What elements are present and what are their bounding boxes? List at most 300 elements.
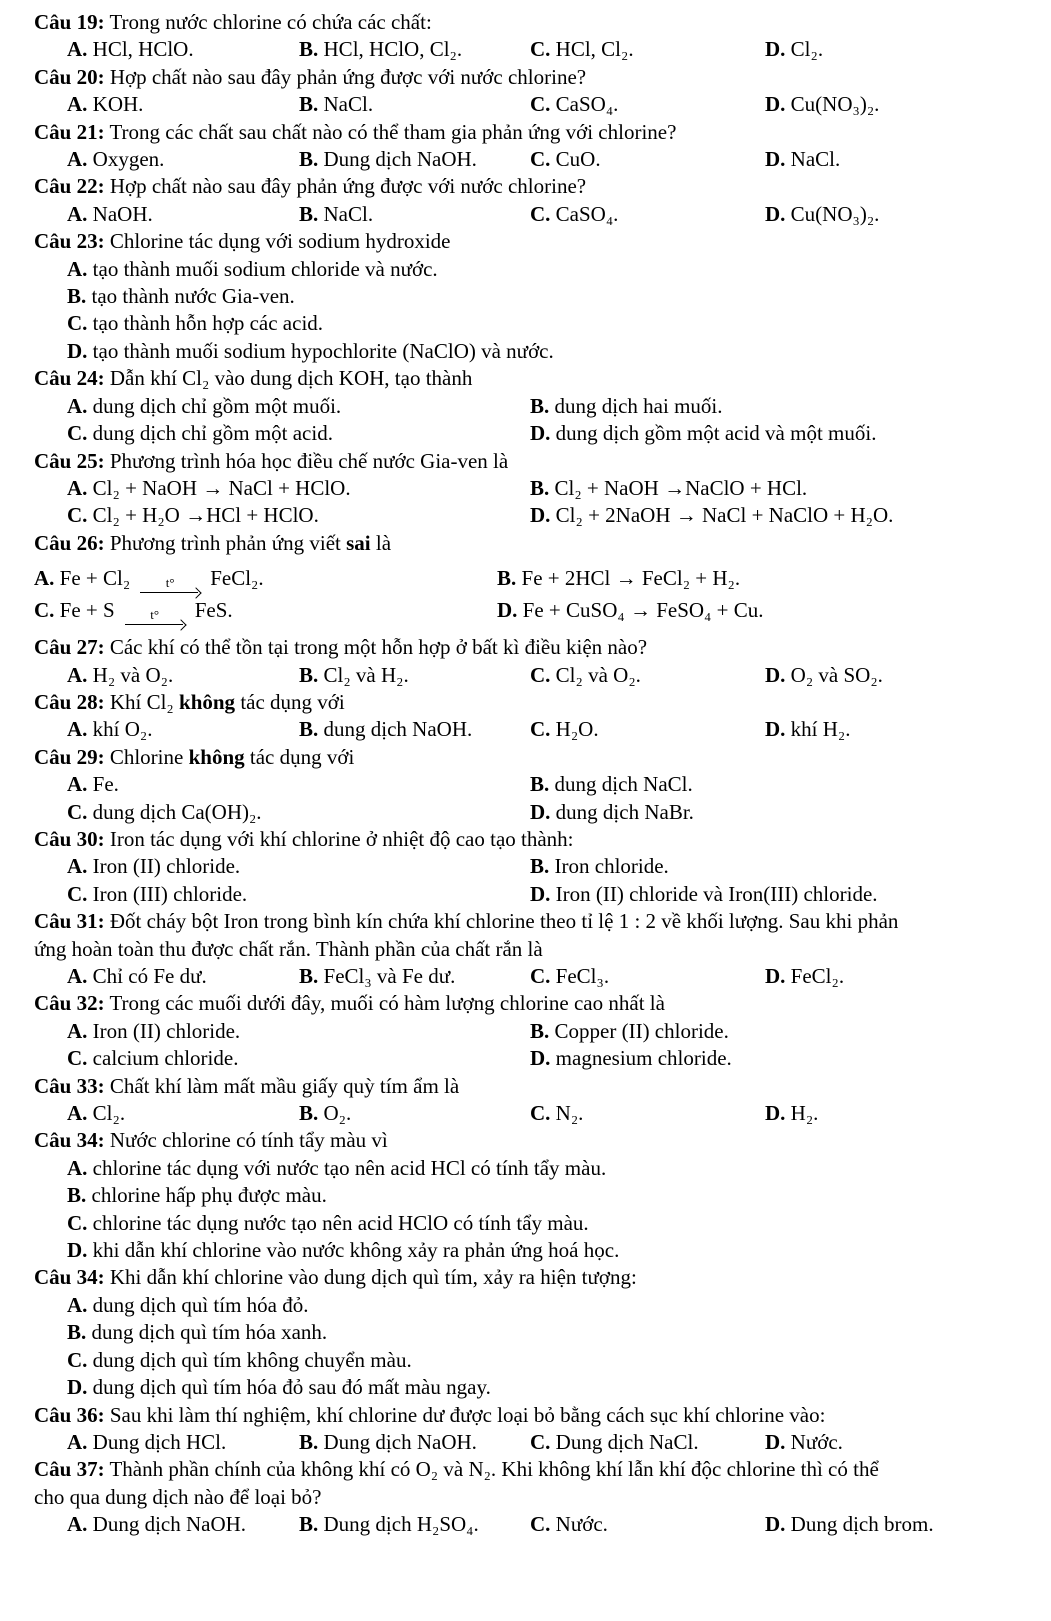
options-row [34, 716, 1029, 743]
option-text: khi dẫn khí chlorine vào nước không xảy ra phản ứng hoá học. [92, 1238, 620, 1263]
option-label: D. [530, 503, 551, 528]
option-a [67, 1155, 1029, 1182]
question-header [34, 9, 1029, 36]
option-c [530, 1511, 765, 1538]
option-d [765, 716, 1029, 743]
option-c [530, 146, 765, 173]
option-a [67, 716, 299, 743]
option-text: HCl, Cl₂. [555, 37, 634, 62]
question-number: Câu 22: [34, 174, 105, 199]
option-text: calcium chloride. [92, 1046, 239, 1071]
option-label: C. [67, 1347, 88, 1372]
question-text: Hợp chất nào sau đây phản ứng được với nước chlorine? [109, 64, 587, 89]
option-label: B. [299, 717, 319, 742]
options-row [34, 201, 1029, 228]
question-number: Câu 20: [34, 64, 105, 89]
question-number: Câu 32: [34, 991, 105, 1016]
option-text: Dung dịch HCl. [92, 1429, 227, 1454]
question-text: Sau khi làm thí nghiệm, khí chlorine dư được loại bỏ bằng cách sục khí chlorine vào: [109, 1402, 826, 1427]
options-row [34, 1018, 1029, 1073]
option-label: C. [530, 1512, 551, 1537]
option-text: tạo thành hỗn hợp các acid. [92, 311, 324, 336]
question-text: Hợp chất nào sau đây phản ứng được với nước chlorine? [109, 174, 587, 199]
option-label: D. [765, 201, 786, 226]
option-b [530, 771, 1029, 798]
question-text-post: tác dụng với [244, 744, 355, 769]
option-b [67, 1182, 1029, 1209]
question-number: Câu 23: [34, 229, 105, 254]
option-text: Dung dịch H₂SO₄. [323, 1512, 479, 1537]
option-text: Copper (II) chloride. [554, 1018, 729, 1043]
option-c [530, 662, 765, 689]
option-b [530, 475, 1029, 502]
question-cau-27 [34, 634, 1029, 689]
question-text: Khi dẫn khí chlorine vào dung dịch quì tím, xảy ra hiện tượng: [109, 1265, 637, 1290]
option-label: C. [67, 421, 88, 446]
option-label: D. [765, 1512, 786, 1537]
option-d [765, 1429, 1029, 1456]
option-label: C. [67, 1210, 88, 1235]
option-text: Fe. [92, 772, 119, 797]
option-label: B. [67, 284, 87, 309]
option-text: Chỉ có Fe dư. [92, 964, 207, 988]
option-b [299, 716, 530, 743]
option-label: C. [530, 37, 551, 62]
question-text: Chlorine tác dụng với sodium hydroxide [109, 229, 451, 254]
option-label: A. [67, 772, 88, 797]
option-label: A. [67, 964, 88, 988]
option-label: D. [765, 92, 786, 117]
option-text: H₂. [790, 1101, 819, 1126]
option-b [299, 1100, 530, 1127]
option-text: chlorine tác dụng với nước tạo nên acid HCl có tính tẩy màu. [92, 1155, 607, 1180]
option-label: D. [765, 1101, 786, 1126]
options-row [34, 771, 1029, 826]
option-text: N₂. [555, 1101, 584, 1126]
question-cau-33 [34, 1073, 1029, 1128]
option-text: Dung dịch brom. [790, 1512, 934, 1537]
option-d [530, 420, 1029, 447]
option-text: Dung dịch NaOH. [323, 1429, 477, 1454]
question-number: Câu 31: [34, 909, 105, 934]
option-text: dung dịch gồm một acid và một muối. [555, 421, 877, 446]
question-number: Câu 24: [34, 366, 105, 391]
option-a [67, 393, 530, 420]
question-header [34, 64, 1029, 91]
question-header [34, 990, 1029, 1017]
question-header [34, 826, 1029, 853]
option-label: D. [765, 964, 786, 988]
equation-right: FeCl₂. [210, 566, 264, 591]
question-cau-34a [34, 1127, 1029, 1264]
option-text: Cl₂ và O₂. [555, 662, 641, 687]
option-d [765, 201, 1029, 228]
option-label: A. [67, 1101, 88, 1126]
option-text: dung dịch NaOH. [323, 717, 473, 742]
options-list [34, 256, 1029, 366]
option-label: B. [530, 1018, 550, 1043]
option-label: D. [765, 37, 786, 62]
option-c [530, 1429, 765, 1456]
option-text: NaCl. [790, 147, 841, 172]
option-text: FeCl₂. [790, 964, 845, 988]
option-b [299, 146, 530, 173]
option-text: tạo thành muối sodium chloride và nước. [92, 256, 438, 281]
option-d [765, 963, 1029, 990]
question-header [34, 1127, 1029, 1154]
option-label: D. [530, 1046, 551, 1071]
options-list [34, 1155, 1029, 1265]
question-cau-23 [34, 228, 1029, 365]
option-label: C. [530, 201, 551, 226]
option-b [299, 91, 530, 118]
option-label: A. [67, 256, 88, 281]
question-cau-34b [34, 1264, 1029, 1401]
option-label: B. [67, 1183, 87, 1208]
equation-right: FeS. [194, 598, 233, 623]
option-label: D. [765, 1429, 786, 1454]
option-label: D. [67, 1238, 88, 1263]
option-label: B. [530, 854, 550, 879]
option-text: Cu(NO₃)₂. [790, 201, 880, 226]
option-label: C. [67, 503, 88, 528]
option-label: C. [530, 662, 551, 687]
question-header [34, 228, 1029, 255]
question-text-bold: không [188, 744, 245, 769]
question-header [34, 1456, 1029, 1483]
option-text: Oxygen. [92, 147, 165, 172]
option-d [530, 1045, 1029, 1072]
question-cau-31 [34, 908, 1029, 990]
option-text: Cu(NO₃)₂. [790, 92, 880, 117]
question-cau-37 [34, 1456, 1029, 1538]
option-b [299, 36, 530, 63]
option-label: B. [497, 566, 517, 591]
option-c [67, 799, 530, 826]
question-number: Câu 28: [34, 689, 105, 714]
option-c [67, 502, 530, 529]
question-text: Các khí có thể tồn tại trong một hỗn hợp ở bất kì điều kiện nào? [109, 635, 648, 660]
options-row [34, 1511, 1029, 1538]
arrow-condition-label: t° [150, 607, 160, 623]
option-d [67, 338, 1029, 365]
option-text: khí O₂. [92, 717, 153, 742]
option-d [765, 146, 1029, 173]
question-text-bold: không [179, 689, 236, 714]
option-text: Dung dịch NaOH. [323, 147, 477, 172]
option-label: C. [530, 717, 551, 742]
option-c [530, 91, 765, 118]
question-text: Phương trình hóa học điều chế nước Gia-ven là [109, 448, 509, 473]
options-row [34, 662, 1029, 689]
option-text: H₂O. [555, 717, 599, 742]
option-a [67, 36, 299, 63]
option-text: Nước. [790, 1429, 843, 1454]
option-text: Fe + 2HCl → FeCl₂ + H₂. [521, 566, 741, 591]
option-label: A. [67, 147, 88, 172]
option-label: D. [765, 717, 786, 742]
option-text: Dung dịch NaOH. [92, 1512, 247, 1537]
option-text: NaCl. [323, 201, 374, 226]
option-label: D. [765, 662, 786, 687]
option-text: Cl₂. [790, 37, 824, 62]
option-d [67, 1237, 1029, 1264]
question-text-pre: Phương trình phản ứng viết [109, 530, 347, 555]
option-text: tạo thành muối sodium hypochlorite (NaClO) và nước. [92, 338, 554, 363]
question-text: Dẫn khí Cl₂ vào dung dịch KOH, tạo thành [109, 366, 473, 391]
question-number: Câu 30: [34, 826, 105, 851]
question-text: Thành phần chính của không khí có O₂ và N₂. Khi không khí lẫn khí độc chlorine thì có thể [109, 1457, 879, 1482]
option-text: dung dịch Ca(OH)₂. [92, 799, 262, 824]
question-header [34, 365, 1029, 392]
option-d [530, 502, 1029, 529]
option-b [497, 565, 1029, 597]
option-label: C. [67, 881, 88, 906]
option-b [67, 1319, 1029, 1346]
option-text: dung dịch quì tím hóa đỏ sau đó mất màu ngay. [92, 1375, 491, 1400]
question-cau-29 [34, 744, 1029, 826]
option-text: chlorine tác dụng nước tạo nên acid HClO có tính tẩy màu. [92, 1210, 589, 1235]
option-label: A. [67, 37, 88, 62]
option-text: NaCl. [323, 92, 374, 117]
option-text: dung dịch quì tím hóa đỏ. [92, 1292, 309, 1317]
question-number: Câu 19: [34, 10, 105, 34]
question-header [34, 119, 1029, 146]
option-b [299, 1429, 530, 1456]
question-header [34, 1402, 1029, 1429]
option-c [67, 881, 530, 908]
option-label: A. [67, 717, 88, 742]
option-text: khí H₂. [790, 717, 851, 742]
option-text: dung dịch quì tím hóa xanh. [91, 1320, 328, 1345]
option-text: dung dịch NaBr. [555, 799, 694, 824]
option-text: Cl₂ + H₂O →HCl + HClO. [92, 503, 319, 528]
option-label: C. [67, 1046, 88, 1071]
option-c [67, 420, 530, 447]
question-cau-25 [34, 448, 1029, 530]
option-b [530, 853, 1029, 880]
question-header [34, 908, 1029, 935]
option-label: C. [530, 147, 551, 172]
options-row [34, 853, 1029, 908]
option-label: B. [299, 1429, 319, 1454]
question-cau-22 [34, 173, 1029, 228]
option-label: D. [497, 598, 518, 623]
options-row [34, 475, 1029, 530]
options-row [34, 1429, 1029, 1456]
options-row [34, 963, 1029, 990]
option-a [67, 963, 299, 990]
option-label: B. [299, 92, 319, 117]
option-a [67, 1292, 1029, 1319]
options-row [34, 393, 1029, 448]
question-text: Trong các muối dưới đây, muối có hàm lượng chlorine cao nhất là [109, 991, 665, 1016]
option-c [67, 1045, 530, 1072]
question-number: Câu 37: [34, 1457, 105, 1482]
option-c [530, 716, 765, 743]
option-b [299, 201, 530, 228]
option-label: A. [67, 475, 88, 500]
option-a [67, 1511, 299, 1538]
question-number: Câu 34: [34, 1128, 105, 1153]
option-label: D. [530, 799, 551, 824]
option-b [299, 662, 530, 689]
option-c [530, 201, 765, 228]
question-cau-32 [34, 990, 1029, 1072]
option-d [765, 1100, 1029, 1127]
option-label: B. [299, 37, 319, 62]
option-text: HCl, HClO, Cl₂. [323, 37, 463, 62]
option-label: B. [530, 393, 550, 418]
option-label: A. [67, 1429, 88, 1454]
option-text: FeCl₃. [555, 964, 610, 988]
option-label: A. [67, 854, 88, 879]
option-text: dung dịch chỉ gồm một acid. [92, 421, 333, 446]
option-label: C. [67, 311, 88, 336]
question-text-bold: sai [346, 530, 371, 555]
option-label: B. [299, 1101, 319, 1126]
option-a [67, 256, 1029, 283]
equation-left: Fe + S [59, 598, 115, 623]
options-row [34, 1100, 1029, 1127]
question-cau-24 [34, 365, 1029, 447]
option-text: H₂ và O₂. [92, 662, 174, 687]
option-text: Nước. [555, 1512, 608, 1537]
option-a [67, 146, 299, 173]
option-label: B. [299, 147, 319, 172]
question-number: Câu 25: [34, 448, 105, 473]
option-text: Cl₂ và H₂. [323, 662, 409, 687]
option-label: B. [299, 201, 319, 226]
option-text: dung dịch chỉ gồm một muối. [92, 393, 342, 418]
options-row [34, 36, 1029, 63]
question-text: Nước chlorine có tính tẩy màu vì [109, 1128, 388, 1153]
question-number: Câu 29: [34, 744, 105, 769]
option-c [67, 310, 1029, 337]
option-d [765, 36, 1029, 63]
option-text: O₂. [323, 1101, 352, 1126]
question-header [34, 634, 1029, 661]
option-label: A. [67, 1018, 88, 1043]
options-list [34, 1292, 1029, 1402]
option-a [67, 1100, 299, 1127]
question-text: Chất khí làm mất mầu giấy quỳ tím ẩm là [109, 1073, 460, 1098]
option-label: C. [530, 92, 551, 117]
option-text: dung dịch quì tím không chuyển màu. [92, 1347, 412, 1372]
question-text-pre: Chlorine [109, 744, 189, 769]
option-text: FeCl₃ và Fe dư. [323, 964, 456, 988]
option-text: Iron (II) chloride. [92, 1018, 241, 1043]
option-text: dung dịch NaCl. [554, 772, 693, 797]
question-text-line2: cho qua dung dịch nào để loại bỏ? [34, 1484, 322, 1509]
question-cau-28 [34, 689, 1029, 744]
question-number: Câu 36: [34, 1402, 105, 1427]
option-d [765, 1511, 1029, 1538]
option-label: B. [299, 964, 319, 988]
option-label: A. [67, 92, 88, 117]
option-label: D. [530, 881, 551, 906]
question-text: Iron tác dụng với khí chlorine ở nhiệt độ cao tạo thành: [109, 826, 574, 851]
option-a [67, 1429, 299, 1456]
question-number: Câu 26: [34, 530, 105, 555]
option-text: CaSO₄. [555, 201, 619, 226]
question-header [34, 448, 1029, 475]
option-label: A. [67, 662, 88, 687]
option-label: B. [530, 475, 550, 500]
question-cau-36 [34, 1402, 1029, 1457]
question-header [34, 173, 1029, 200]
option-d [765, 91, 1029, 118]
question-header [34, 744, 1029, 771]
option-label: A. [67, 201, 88, 226]
question-text-pre: Khí Cl₂ [109, 689, 180, 714]
option-label: D. [765, 147, 786, 172]
option-a [67, 201, 299, 228]
option-label: B. [530, 772, 550, 797]
option-label: A. [67, 1292, 88, 1317]
equation-left: Fe + Cl₂ [59, 566, 131, 591]
option-text: magnesium chloride. [555, 1046, 732, 1071]
options-row [34, 91, 1029, 118]
option-text: Fe + CuSO₄ → FeSO₄ + Cu. [522, 598, 764, 623]
option-text: KOH. [92, 92, 144, 117]
question-header [34, 689, 1029, 716]
option-a [67, 1018, 530, 1045]
question-cau-19 [34, 9, 1029, 64]
option-label: B. [67, 1320, 87, 1345]
option-text: Cl₂ + NaOH →NaClO + HCl. [554, 475, 808, 500]
option-text: Cl₂. [92, 1101, 126, 1126]
question-cau-30 [34, 826, 1029, 908]
question-header [34, 1073, 1029, 1100]
question-text-post: là [370, 530, 392, 555]
question-header [34, 530, 1029, 557]
option-c [67, 1210, 1029, 1237]
option-text: Cl₂ + NaOH → NaCl + HClO. [92, 475, 351, 500]
arrow-condition-label: t° [165, 575, 175, 591]
arrow-line [140, 588, 200, 597]
option-text: HCl, HClO. [92, 37, 194, 62]
arrow-line [125, 620, 185, 629]
question-header [34, 1264, 1029, 1291]
option-label: C. [530, 1429, 551, 1454]
option-a [34, 565, 497, 597]
option-text: O₂ và SO₂. [790, 662, 883, 687]
options-row [34, 146, 1029, 173]
question-cau-21 [34, 119, 1029, 174]
option-label: A. [34, 566, 55, 591]
option-label: B. [299, 662, 319, 687]
option-b [530, 1018, 1029, 1045]
option-b [299, 1511, 530, 1538]
option-label: A. [67, 1512, 88, 1537]
option-a [67, 853, 530, 880]
question-text-line2: ứng hoàn toàn thu được chất rắn. Thành phần của chất rắn là [34, 936, 543, 961]
option-label: C. [530, 964, 551, 988]
option-text: Iron (III) chloride. [92, 881, 248, 906]
option-b [299, 963, 530, 990]
option-text: NaOH. [92, 201, 153, 226]
option-c [67, 1347, 1029, 1374]
question-text: Trong các chất sau chất nào có thể tham gia phản ứng với chlorine? [109, 119, 677, 144]
option-text: CaSO₄. [555, 92, 619, 117]
option-text: Iron chloride. [554, 854, 669, 879]
option-text: dung dịch hai muối. [554, 393, 723, 418]
option-b [530, 393, 1029, 420]
option-d [530, 799, 1029, 826]
reaction-arrow [125, 609, 185, 629]
question-text: Trong nước chlorine có chứa các chất: [109, 10, 432, 34]
